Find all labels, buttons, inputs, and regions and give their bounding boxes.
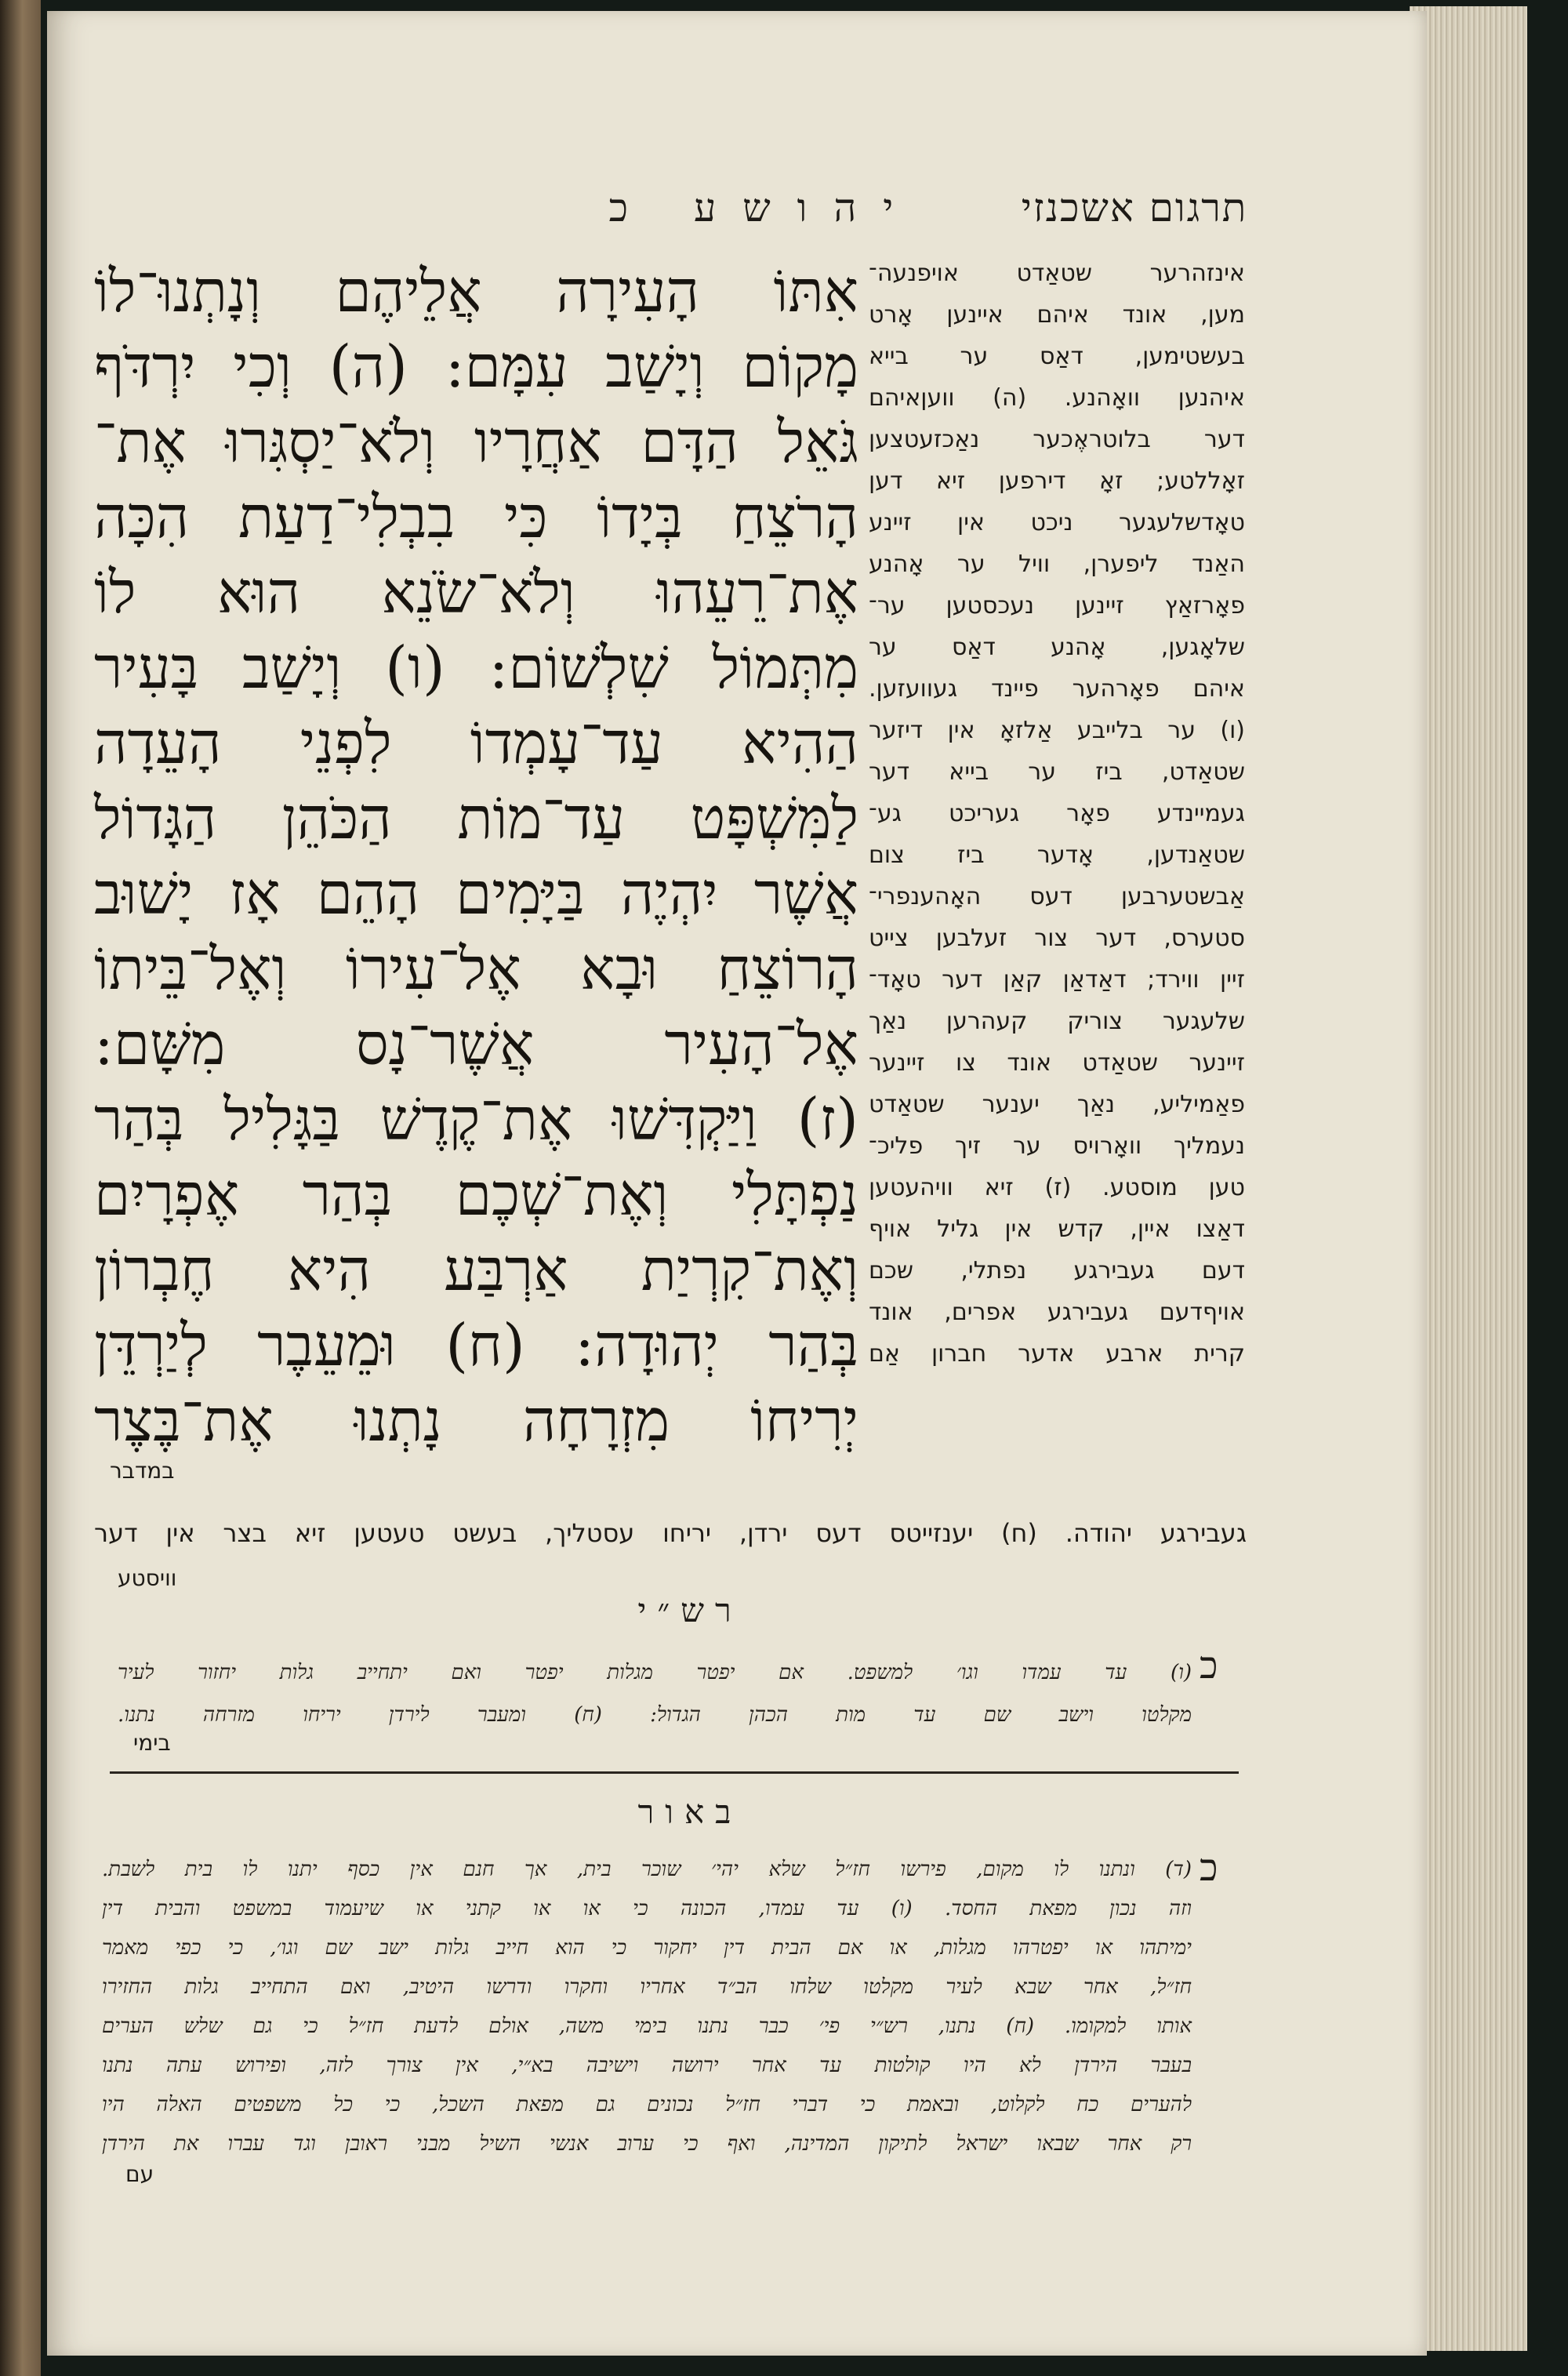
rashi-section-letter: כ xyxy=(1200,1644,1218,1688)
targum-line: געמיינדע פאָר געריכט גע־ xyxy=(869,800,1245,827)
targum-line: דער בלוטראֶכער נאַכזעטצען xyxy=(869,426,1245,453)
targum-line: פאַמיליע, נאַך יענער שטאַדט xyxy=(869,1091,1245,1118)
targum-line: סטערס, דער צור זעלבען צייט xyxy=(869,925,1245,952)
hebrew-line: (ז) וַיַּקְדִּשׁוּ אֶת־קֶדֶשׁ בַּגָּלִיל בְּהַר xyxy=(94,1086,858,1153)
hebrew-line: גֹּאֵל הַדָּם אַחֲרָיו וְלֹא־יַסְגִּרוּ אֶת־ xyxy=(94,409,858,476)
biur-line: (ד) ונתנו לו מקום, פירשו חז״ל שלא יהי׳ שוכר בית, אך חנם אין כסף יתנו לו בית לשבת. xyxy=(102,1858,1192,1881)
rashi-catchword: בימי xyxy=(133,1730,171,1756)
rashi-title: רש״י xyxy=(637,1591,742,1629)
hebrew-line: נַפְתָּלִי וְאֶת־שְׁכֶם בְּהַר אֶפְרָיִם xyxy=(94,1161,858,1229)
biur-body xyxy=(102,1850,1192,2163)
hebrew-line: אִתּוֹ הָעִירָה אֲלֵיהֶם וְנָתְנוּ־לוֹ xyxy=(94,258,858,325)
targum-line: שטאַנדען, אָדער ביז צום xyxy=(869,841,1245,869)
biur-section-letter: כ xyxy=(1200,1846,1218,1890)
hebrew-line: לַמִּשְׁפָּט עַד־מוֹת הַכֹּהֵן הַגָּדוֹל xyxy=(94,785,858,852)
targum-line: אינזהרער שטאַדט אויפנעה־ xyxy=(869,260,1245,287)
hebrew-line: הַהִיא עַד־עָמְדוֹ לִפְנֵי הָעֵדָה xyxy=(94,710,858,777)
targum-line: קרית ארבע אדער חברון אַם xyxy=(869,1340,1245,1368)
targum-line: שלעגער צוריק קעהרען נאַך xyxy=(869,1008,1245,1035)
biur-catchword: עם xyxy=(125,2161,154,2187)
targum-line: זיינער שטאַדט אונד צו זיינער xyxy=(869,1049,1245,1077)
hebrew-line: מָקוֹם וְיָשַׁב עִמָּם: (ה) וְכִי יִרְדֹּף xyxy=(94,333,858,401)
rashi-body xyxy=(118,1651,1192,1736)
targum-line: איהם פאָרהער פיינד געוועזען. xyxy=(869,675,1245,703)
section-divider-short xyxy=(1113,1771,1239,1774)
hebrew-line: הָרֹצֵחַ בְּיָדוֹ כִּי בִבְלִי־דַעַת הִכָּה xyxy=(94,484,858,551)
hebrew-line: וְאֶת־קִרְיַת אַרְבַּע הִיא חֶבְרוֹן xyxy=(94,1237,858,1304)
targum-line: אַבשטערבען דעס האָהענפרי־ xyxy=(869,883,1245,910)
biur-line: ימיתהו או יפטרהו מגלות, או אם הבית דין יחקור כי הוא חייב גלות ישב שם וגו׳, כי כפי מאמר xyxy=(102,1936,1192,1960)
hebrew-line: מִתְּמוֹל שִׁלְשׁוֹם: (ו) וְיָשַׁב בָּעִיר xyxy=(94,634,858,702)
hebrew-line: יְרִיחוֹ מִזְרָחָה נָתְנוּ אֶת־בֶּצֶר xyxy=(94,1387,858,1455)
biur-line: אותו למקומו. (ח) נתנו, רש״י פי׳ כבר נתנו בימי משה, אולם לדעת חז״ל כי גם שלש הערים xyxy=(102,2015,1192,2038)
targum-line: איהנען וואָהנע. (ה) וועןאיהם xyxy=(869,384,1245,412)
targum-fullwidth-line: געבירגע יהודה. (ח) יענזייטס דעס ירדן, יריחו עסטליך, בעשט טעטען זיא בצר אין דער xyxy=(94,1518,1247,1548)
targum-line: שלאָגען, אָהנע דאַס ער xyxy=(869,634,1245,661)
targum-catchword: וויסטע xyxy=(118,1565,177,1591)
hebrew-catchword: במדבר xyxy=(110,1458,175,1484)
biur-line: להערים כח לקלוט, ובאמת כי דברי חז״ל נכונים גם מפאת השכל, כי כל משפטים האלה היו xyxy=(102,2093,1192,2116)
targum-line: טען מוסטע. (ז) זיא וויהעטען xyxy=(869,1174,1245,1201)
targum-line: דעם געבירגע נפתלי, שכם xyxy=(869,1257,1245,1284)
hebrew-line: אֶל־הָעִיר אֲשֶׁר־נָס מִשָּׁם: xyxy=(94,1011,858,1078)
biur-line: רק אחר שבאו ישראל לתיקון המדינה, ואף כי ערוב אנשי השיל מבני ראובן וגד עברו את הירדן xyxy=(102,2132,1192,2156)
running-header-book: יהושע כ xyxy=(608,185,920,231)
targum-line: מען, אונד איהם איינען אָרט xyxy=(869,301,1245,329)
biur-line: חז״ל, אחר שבא לעיר מקלטו שלחו הב״ד אחריו וחקרו ודרשו היטיב, ואם התחייב גלות החזירו xyxy=(102,1975,1192,1999)
hebrew-line: אֲשֶׁר יִהְיֶה בַּיָּמִים הָהֵם אָז יָשׁוּב xyxy=(94,860,858,928)
book-cover-edge xyxy=(0,0,41,2376)
targum-line: דאַצו איין, קדש אין גליל אויף xyxy=(869,1215,1245,1243)
targum-line: טאָדשלעגער ניכט אין זיינע xyxy=(869,509,1245,536)
targum-line: (ו) ער בלייבע אַלזאָ אין דיזער xyxy=(869,717,1245,744)
hebrew-line: אֶת־רֵעֵהוּ וְלֹא־שֹׂנֵא הוּא לוֹ xyxy=(94,559,858,627)
hebrew-text-column xyxy=(94,254,858,1459)
targum-line: נעמליך וואָרויס ער זיך פליכ־ xyxy=(869,1132,1245,1160)
rashi-line: מקלטו וישב שם עד מות הכהן הגדול: (ח) ומעבר לירדן יריחו מזרחה נתנו. xyxy=(118,1703,1192,1727)
biur-title: באור xyxy=(637,1793,742,1831)
targum-line: פאָרזאַץ זיינען נעכסטען ער־ xyxy=(869,592,1245,619)
page-stack-edges xyxy=(1410,6,1527,2351)
targum-column xyxy=(869,252,1245,1375)
biur-line: וזה נכון מפאת החסד. (ו) עד עמדו, הכונה כי או או קתני או שיעמוד במשפט והבית דין xyxy=(102,1897,1192,1920)
rashi-line: (ו) עד עמדו וגו׳ למשפט. אם יפטר מגלות יפטר ואם יתחייב גלות יחזור לעיר xyxy=(118,1661,1192,1684)
book-page xyxy=(47,11,1427,2356)
section-divider xyxy=(110,1771,1145,1774)
targum-line: האַנד ליפערן, וויל ער אָהנע xyxy=(869,550,1245,578)
targum-line: בעשטימען, דאַס ער בייא xyxy=(869,343,1245,370)
targum-line: שטאַדט, ביז ער בייא דער xyxy=(869,758,1245,786)
hebrew-line: בְּהַר יְהוּדָה: (ח) וּמֵעֵבֶר לְיַרְדֵּן xyxy=(94,1312,858,1379)
hebrew-line: הָרוֹצֵחַ וּבָא אֶל־עִירוֹ וְאֶל־בֵּיתוֹ xyxy=(94,936,858,1003)
targum-line: אויףדעם געבירגע אפרים, אונד xyxy=(869,1299,1245,1326)
targum-line: זאָללטע; זאָ דירפען זיא דען xyxy=(869,467,1245,495)
biur-line: בעבר הירדן לא היו קולטות עד אחר ירושה וישיבה בא״י, אין צורך לזה, ופירוש עתה נתנו xyxy=(102,2054,1192,2077)
running-header-targum: תרגום אשכנזי xyxy=(1021,185,1248,231)
targum-line: זיין ווירד; דאַדאַן קאַן דער טאָד־ xyxy=(869,966,1245,994)
